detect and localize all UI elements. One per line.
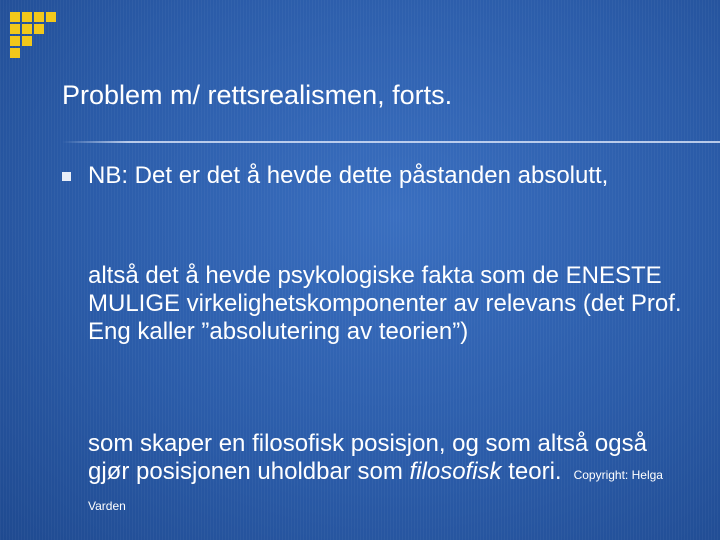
slide-title: Problem m/ rettsrealismen, forts. (62, 80, 453, 110)
paragraph-3-tail: teori. (501, 458, 562, 485)
title-divider (62, 141, 720, 143)
bullet-paragraph-2: altså det å hevde psykologiske fakta som de ENESTE MULIGE virkelighetskomponenter av relevans (det Prof. Eng kaller ”absolutering av teorien”) (88, 262, 682, 345)
paragraph-3-italic: filosofisk (409, 458, 502, 485)
bullet-paragraph-1: NB: Det er det å hevde dette påstanden absolutt, (88, 162, 609, 189)
square-bullet-icon (62, 172, 71, 181)
logo-squares (10, 12, 62, 64)
copyright-note: Copyright: Helga Varden (88, 468, 663, 513)
paragraph-3-text: som skaper en filosofisk posisjon, og som altså også gjør posisjonen uholdbar som (88, 430, 647, 485)
bullet-paragraph-3 (88, 430, 688, 520)
